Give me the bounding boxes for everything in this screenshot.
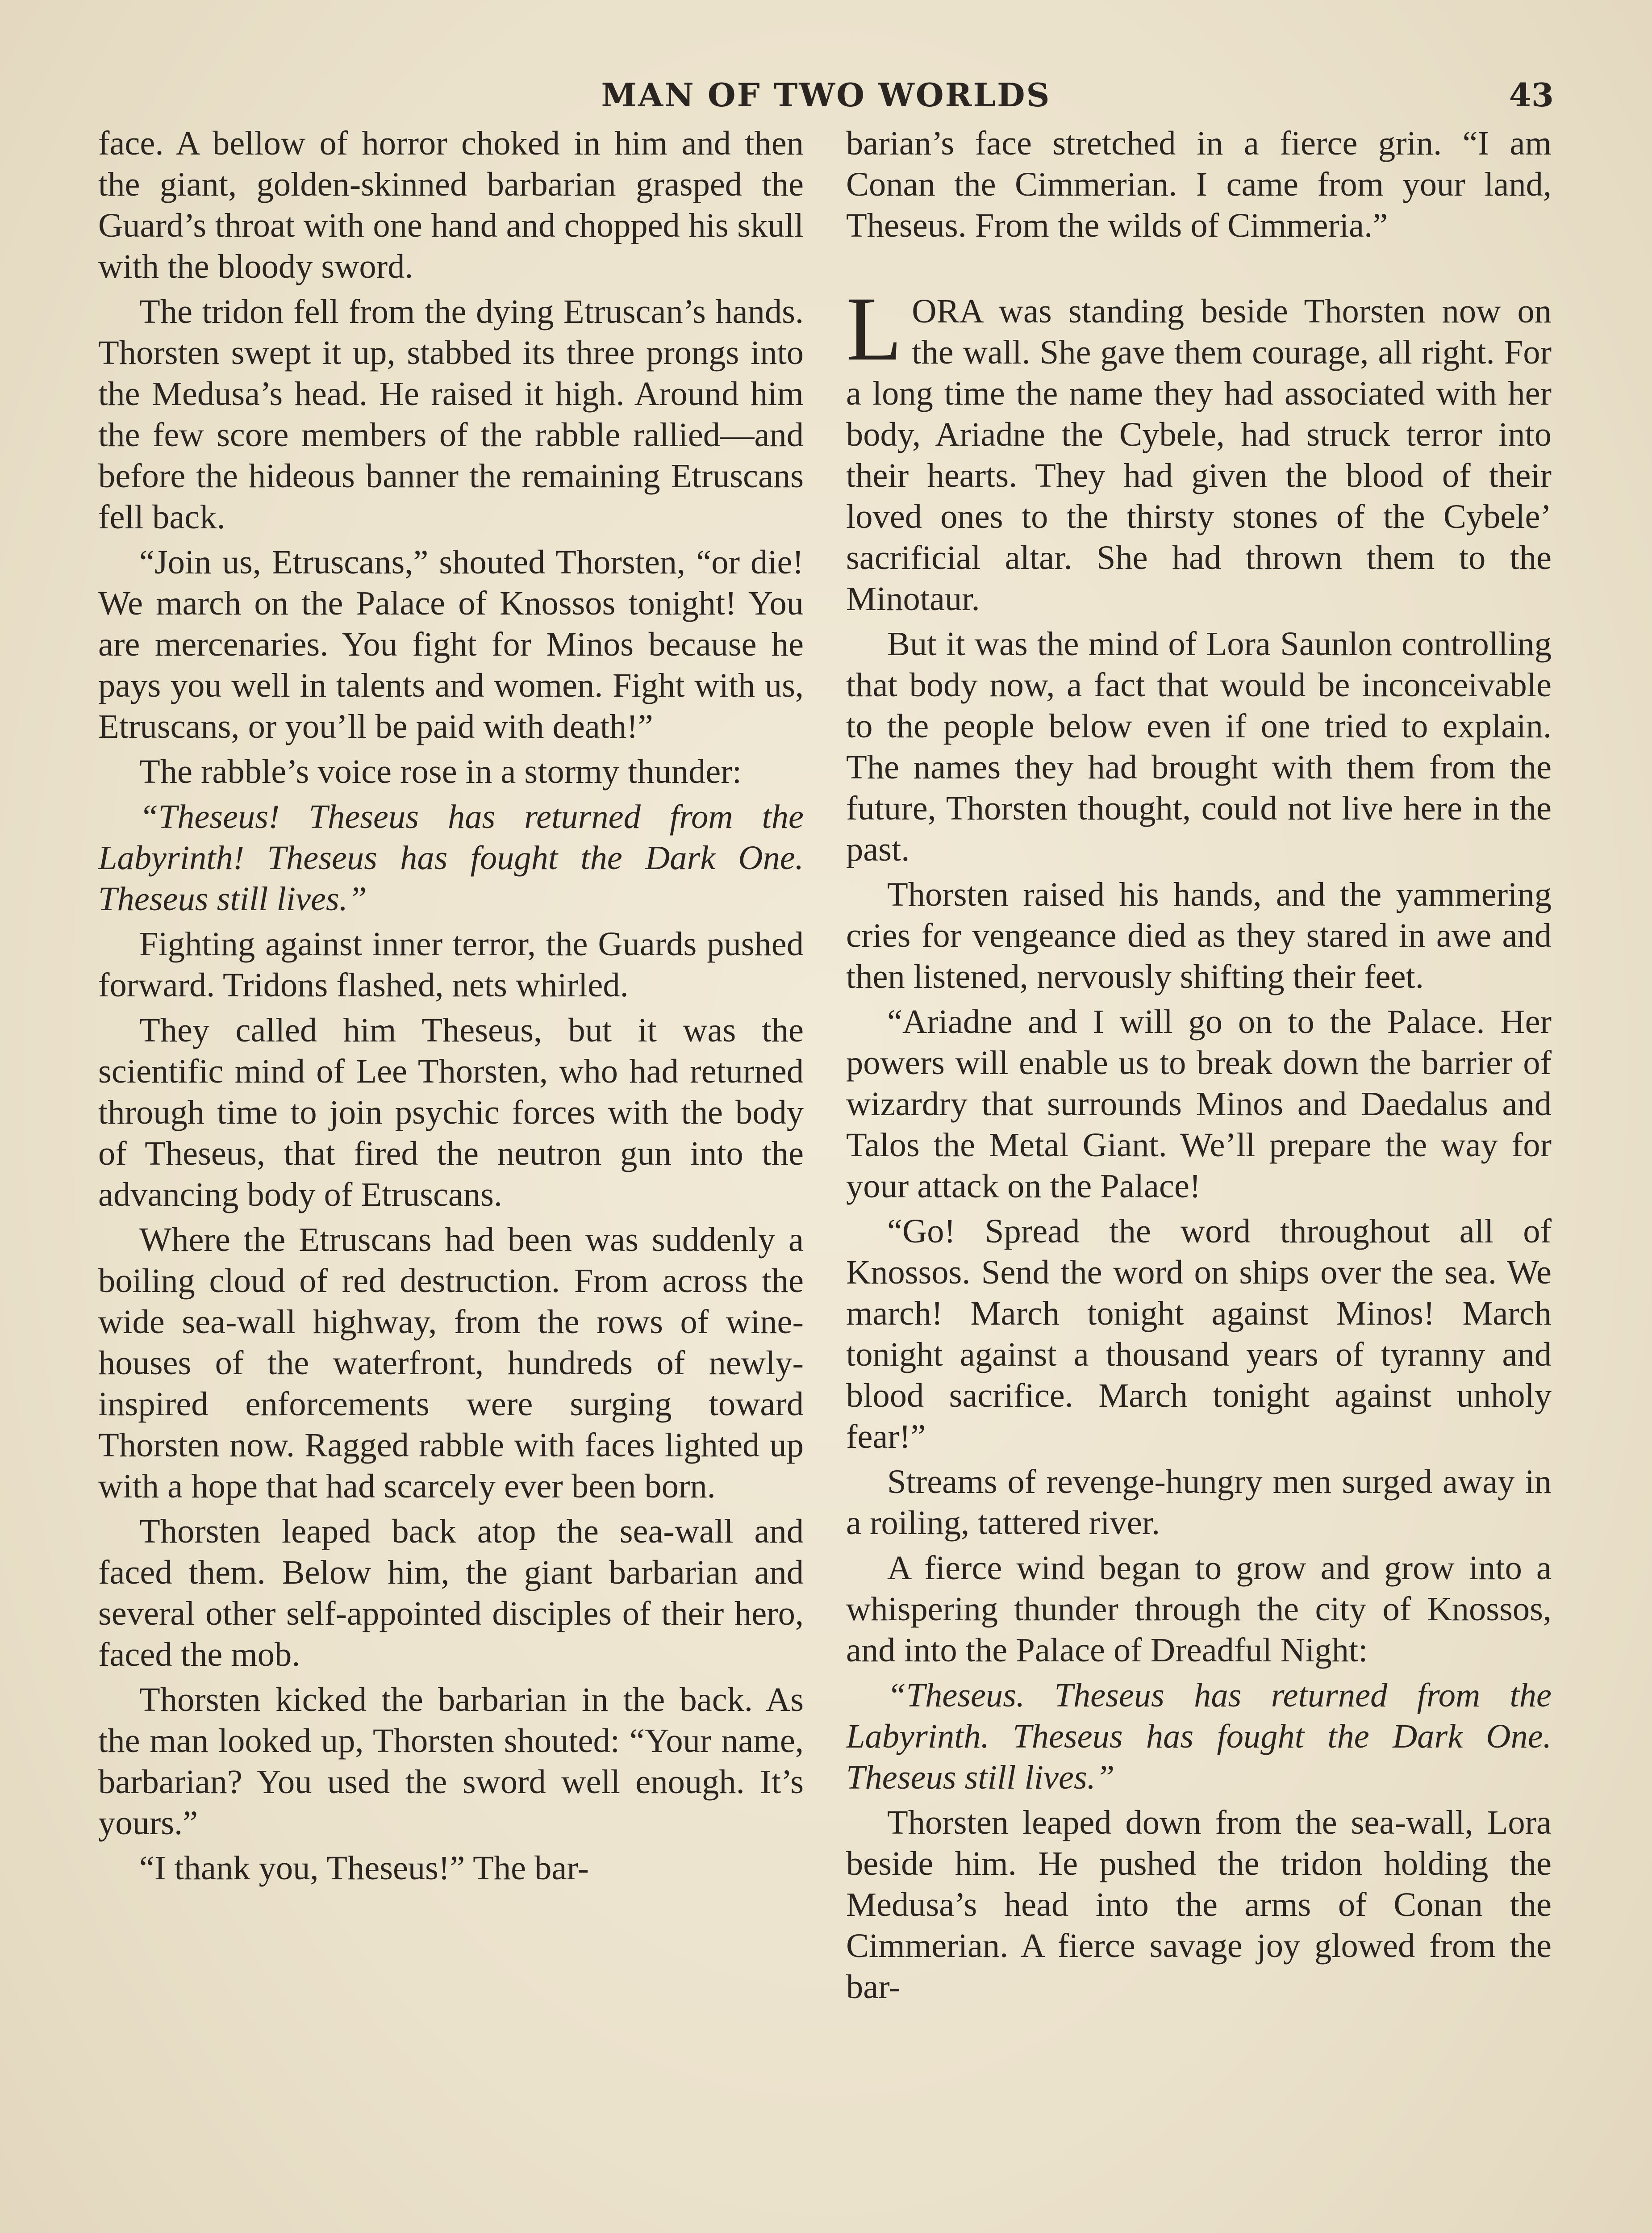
right-column bbox=[846, 123, 1552, 2011]
paragraph: Streams of revenge-hungry men surged away in a roiling, tattered river. bbox=[846, 1463, 1552, 1542]
paragraph: But it was the mind of Lora Saunlon controlling that body now, a fact that would be inconceivable to the people below even if one tried to explain. The names they had brought with them from the future, Thorsten thought, could not live here in the past. bbox=[846, 625, 1552, 868]
paragraph: Thorsten kicked the barbarian in the back. As the man looked up, Thorsten shouted: “Your name, barbarian? You used the sword well enough. It’s yours.” bbox=[98, 1681, 804, 1842]
running-title: MAN OF TWO WORLDS bbox=[601, 76, 1051, 114]
paragraph: face. A bellow of horror choked in him and then the giant, golden-skinned barbarian grasped the Guard’s throat with one hand and chopped his skull with the bloody sword. bbox=[98, 124, 804, 285]
paragraph: The rabble’s voice rose in a stormy thunder: bbox=[139, 753, 742, 790]
paragraph: “Ariadne and I will go on to the Palace. Her powers will enable us to break down the barrier of wizardry that surrounds Minos and Daedalus and Talos the Metal Giant. We’ll prepare the way for your attack on the Palace! bbox=[846, 1003, 1552, 1205]
paragraph: barian’s face stretched in a fierce grin. “I am Conan the Cimmerian. I came from your land, Theseus. From the wilds of Cimmeria.” bbox=[846, 124, 1552, 244]
drop-cap: L bbox=[846, 278, 902, 380]
paragraph: Thorsten leaped down from the sea-wall, Lora beside him. He pushed the tridon holding the Medusa’s head into the arms of Conan the Cimmerian. A fierce savage joy glowed from the bar- bbox=[846, 1803, 1552, 2006]
paragraph: “Join us, Etruscans,” shouted Thorsten, “or die! We march on the Palace of Knossos tonight! You are mercenaries. You fight for Minos because he pays you well in talents and women. Fight with us, Etruscans, or you’ll be paid with death!” bbox=[98, 543, 804, 745]
paragraph: A fierce wind began to grow and grow into a whispering thunder through the city of Knossos, and into the Palace of Dreadful Night: bbox=[846, 1549, 1552, 1669]
italic-chant: “Theseus! Theseus has returned from the Labyrinth! Theseus has fought the Dark One. Theseus still lives.” bbox=[98, 798, 804, 918]
paragraph: Where the Etruscans had been was suddenly a boiling cloud of red destruction. From across the wide sea-wall highway, from the rows of wine-houses of the waterfront, hundreds of newly-inspired enforcements were surging toward Thorsten now. Ragged rabble with faces lighted up with a hope that had scarcely ever been born. bbox=[98, 1221, 804, 1505]
left-column bbox=[98, 123, 804, 1893]
section-opening-text: ORA was standing beside Thorsten now on the wall. She gave them courage, all right. For a long time the name they had associated with her body, Ariadne the Cybele, had struck terror into their hearts. They had given the blood of their loved ones to the thirsty stones of the Cybele’ sacrificial altar. She had thrown them to the Minotaur. bbox=[846, 292, 1552, 618]
italic-chant: “Theseus. Theseus has returned from the Labyrinth. Theseus has fought the Dark One. Theseus still lives.” bbox=[846, 1676, 1552, 1796]
paragraph: Thorsten leaped back atop the sea-wall and faced them. Below him, the giant barbarian and several other self-appointed disciples of their hero, faced the mob. bbox=[98, 1512, 804, 1673]
paragraph: Fighting against inner terror, the Guards pushed forward. Tridons flashed, nets whirled. bbox=[98, 925, 804, 1004]
paragraph: They called him Theseus, but it was the scientific mind of Lee Thorsten, who had returned through time to join psychic forces with the body of Theseus, that fired the neutron gun into the advancing body of Etruscans. bbox=[98, 1011, 804, 1213]
paragraph: The tridon fell from the dying Etruscan’s hands. Thorsten swept it up, stabbed its three prongs into the Medusa’s head. He raised it high. Around him the few score members of the rabble rallied—and before the hideous banner the remaining Etruscans fell back. bbox=[98, 293, 804, 536]
page-header bbox=[98, 71, 1554, 130]
page-number: 43 bbox=[1509, 76, 1554, 114]
paragraph: Thorsten raised his hands, and the yammering cries for vengeance died as they stared in awe and then listened, nervously shifting their feet. bbox=[846, 875, 1552, 995]
section-opening bbox=[846, 278, 1552, 619]
paragraph: “I thank you, Theseus!” The bar- bbox=[139, 1849, 589, 1887]
paragraph: “Go! Spread the word throughout all of Knossos. Send the word on ships over the sea. We march! March tonight against Minos! March tonight against a thousand years of tyranny and blood sacrifice. March tonight against unholy fear!” bbox=[846, 1212, 1552, 1455]
